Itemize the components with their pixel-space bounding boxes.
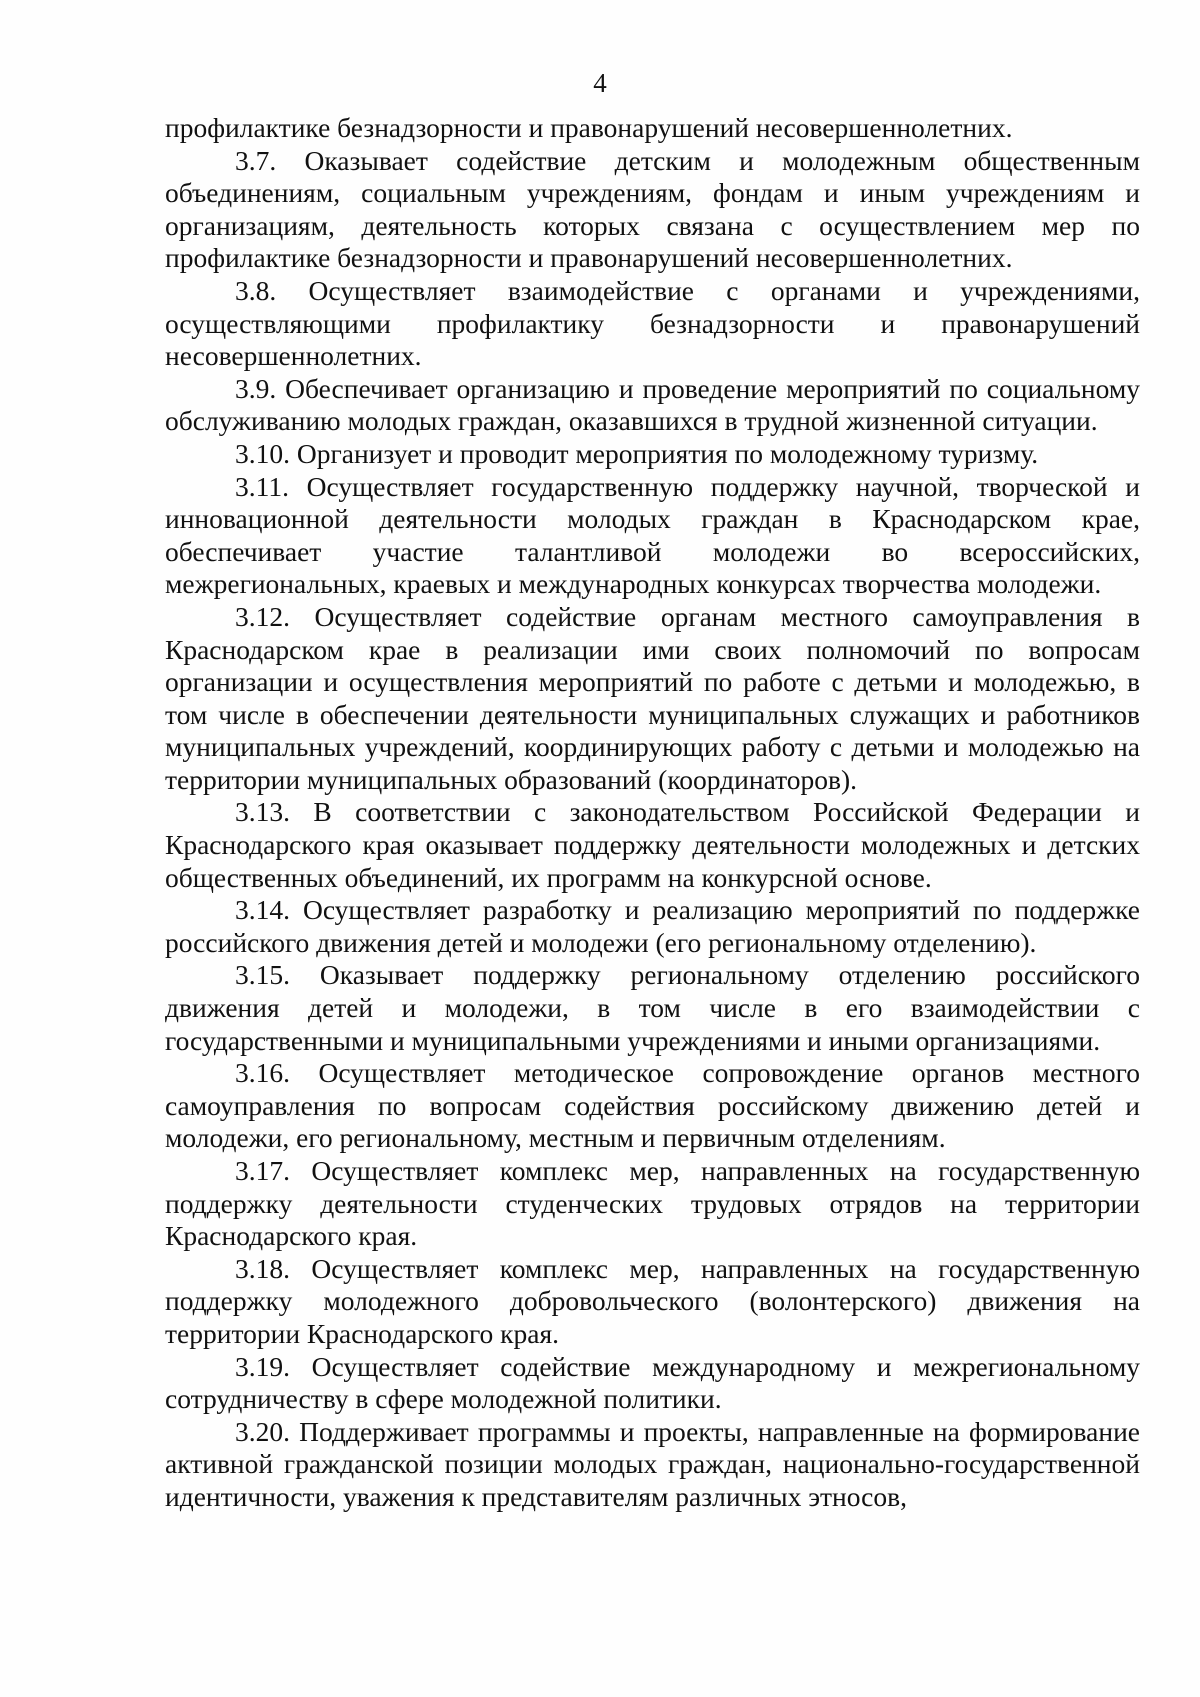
paragraph-3-11: 3.11. Осуществляет государственную поддержку научной, творческой и инновационной деятельности молодых граждан в Краснодарском крае, обеспечивает участие талантливой молодежи во всероссийских, межрегиональных, краевых и международных конкурсах творчества молодежи. (165, 470, 1140, 600)
paragraph-3-16: 3.16. Осуществляет методическое сопровождение органов местного самоуправления по вопросам содействия российскому движению детей и молодежи, его региональному, местным и первичным отделениям. (165, 1057, 1140, 1154)
paragraph-3-9: 3.9. Обеспечивает организацию и проведение мероприятий по социальному обслуживанию молодых граждан, оказавшихся в трудной жизненной ситуации. (165, 372, 1140, 437)
paragraph-3-20: 3.20. Поддерживает программы и проекты, направленные на формирование активной гражданской позиции молодых граждан, национально-государственной идентичности, уважения к представителям различных этносов, (165, 1415, 1140, 1512)
page-number: 4 (593, 68, 607, 98)
paragraph-3-10: 3.10. Организует и проводит мероприятия по молодежному туризму. (235, 437, 1039, 469)
paragraph-3-7: 3.7. Оказывает содействие детским и молодежным общественным объединениям, социальным учреждениям, фондам и иным учреждениям и организациям, деятельность которых связана с осуществлением мер по профилактике безнадзорности и правонарушений несовершеннолетних. (165, 144, 1140, 274)
paragraph-3-18: 3.18. Осуществляет комплекс мер, направленных на государственную поддержку молодежного добровольческого (волонтерского) движения на территории Краснодарского края. (165, 1252, 1140, 1349)
paragraph-3-13: 3.13. В соответствии с законодательством Российской Федерации и Краснодарского края оказывает поддержку деятельности молодежных и детских общественных объединений, их программ на конкурсной основе. (165, 796, 1140, 893)
document-body (165, 112, 1140, 1514)
paragraph-3-19: 3.19. Осуществляет содействие международному и межрегиональному сотрудничеству в сфере молодежной политики. (165, 1350, 1140, 1415)
paragraph-3-12: 3.12. Осуществляет содействие органам местного самоуправления в Краснодарском крае в реализации ими своих полномочий по вопросам организации и осуществления мероприятий по работе с детьми и молодежью, в том числе в обеспечении деятельности муниципальных служащих и работников муниципальных учреждений, координирующих работу с детьми и молодежью на территории муниципальных образований (координаторов). (165, 600, 1140, 795)
paragraph-3-17: 3.17. Осуществляет комплекс мер, направленных на государственную поддержку деятельности студенческих трудовых отрядов на территории Краснодарского края. (165, 1155, 1140, 1252)
paragraph-3-8: 3.8. Осуществляет взаимодействие с органами и учреждениями, осуществляющими профилактику безнадзорности и правонарушений несовершеннолетних. (165, 274, 1140, 372)
paragraph-3-15: 3.15. Оказывает поддержку региональному отделению российского движения детей и молодежи, в том числе в его взаимодействии с государственными и муниципальными учреждениями и иными организациями. (165, 959, 1140, 1056)
paragraph-3-14: 3.14. Осуществляет разработку и реализацию мероприятий по поддержке российского движения детей и молодежи (его региональному отделению). (165, 894, 1140, 958)
paragraph-continuation: профилактике безнадзорности и правонарушений несовершеннолетних. (165, 112, 1013, 143)
